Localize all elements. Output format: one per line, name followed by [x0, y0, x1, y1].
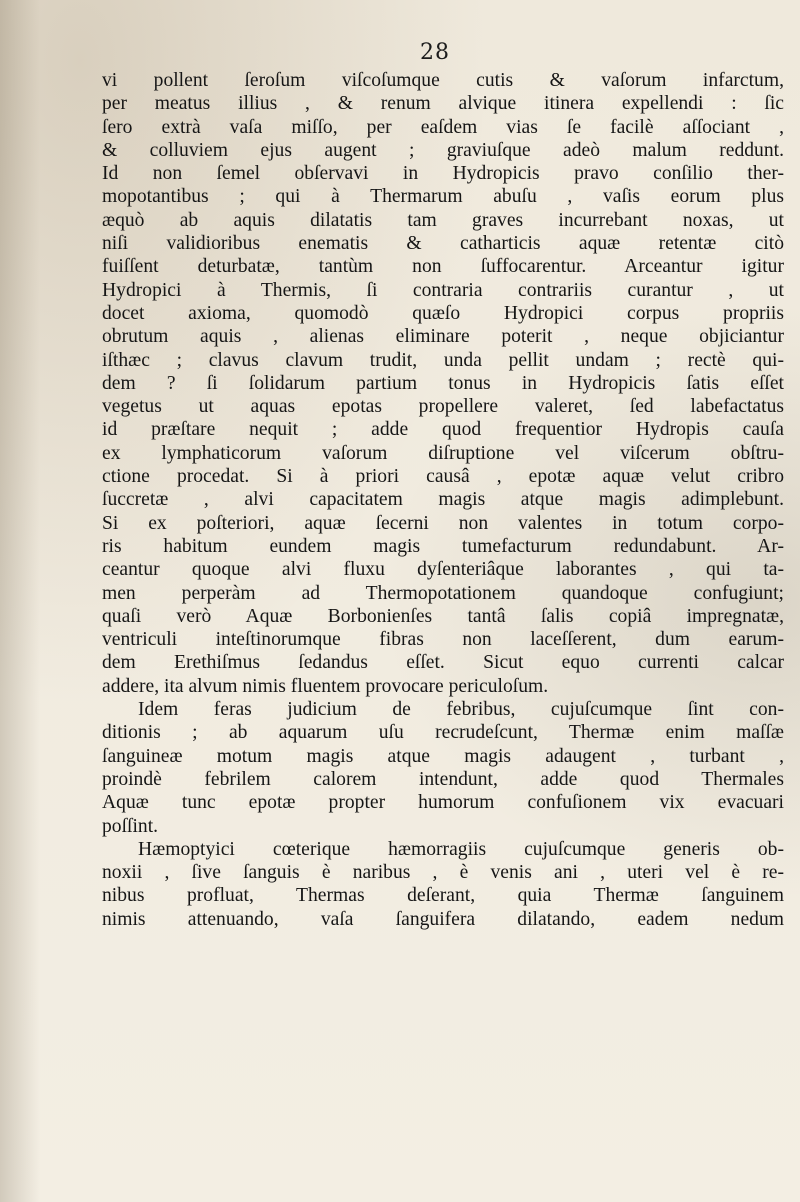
text-line: ctione procedat. Si à priori causâ , epotæ aquæ velut cribro — [102, 466, 784, 488]
text-line: fuiſſent deturbatæ, tantùm non ſuffocarentur. Arceantur igitur — [102, 256, 784, 278]
text-line: iſthæc ; clavus clavum trudit, unda pellit undam ; rectè qui- — [102, 349, 784, 371]
text-line: Id non ſemel obſervavi in Hydropicis pravo conſilio ther- — [102, 163, 784, 185]
text-line: Hydropici à Thermis, ſi contraria contrariis curantur , ut — [102, 279, 784, 301]
text-line: & colluviem ejus augent ; graviuſque adeò malum reddunt. — [102, 139, 784, 161]
text-line: niſi validioribus enematis & catharticis aquæ retentæ citò — [102, 233, 784, 255]
text-line: ditionis ; ab aquarum uſu recrudeſcunt, Thermæ enim maſſæ — [102, 722, 784, 744]
text-line: quaſi verò Aquæ Borbonienſes tantâ ſalis copiâ impregnatæ, — [102, 605, 784, 627]
text-line: obrutum aquis , alienas eliminare poterit , neque objiciantur — [102, 326, 784, 348]
text-line: proindè febrilem calorem intendunt, adde quod Thermales — [102, 768, 784, 790]
text-line: Aquæ tunc epotæ propter humorum confuſionem vix evacuari — [102, 792, 784, 814]
text-line: ceantur quoque alvi fluxu dyſenteriâque laborantes , qui ta- — [102, 559, 784, 581]
text-line: dem ? ſi ſolidarum partium tonus in Hydropicis ſatis eſſet — [102, 372, 784, 394]
text-line: ris habitum eundem magis tumefacturum redundabunt. Ar- — [102, 535, 784, 557]
text-line: ſero extrà vaſa miſſo, per eaſdem vias ſe facilè aſſociant , — [102, 116, 784, 138]
text-line: Si ex poſteriori, aquæ ſecerni non valentes in totum corpo- — [102, 512, 784, 534]
text-line: dem Erethiſmus ſedandus eſſet. Sicut equo currenti calcar — [102, 652, 784, 674]
text-line: ſanguineæ motum magis atque magis adaugent , turbant , — [102, 745, 784, 767]
text-line: Idem feras judicium de febribus, cujuſcumque ſint con- — [138, 699, 784, 721]
text-line: id præſtare nequit ; adde quod frequentior Hydropis cauſa — [102, 419, 784, 441]
text-line: noxii , ſive ſanguis è naribus , è venis ani , uteri vel è re- — [102, 862, 784, 884]
text-line: mopotantibus ; qui à Thermarum abuſu , vaſis eorum plus — [102, 186, 784, 208]
text-line: ſuccretæ , alvi capacitatem magis atque magis adimplebunt. — [102, 489, 784, 511]
text-line: ventriculi inteſtinorumque fibras non laceſſerent, dum earum- — [102, 629, 784, 651]
text-line: Hæmoptyici cœterique hæmorragiis cujuſcumque generis ob- — [138, 838, 784, 860]
page-number: 28 — [420, 40, 450, 65]
text-line: nibus profluat, Thermas deſerant, quia Thermæ ſanguinem — [102, 885, 784, 907]
text-line: ex lymphaticorum vaſorum diſruptione vel viſcerum obſtru- — [102, 442, 784, 464]
page-edge-shadow — [0, 0, 40, 1202]
text-line: vi pollent ſeroſum viſcoſumque cutis & vaſorum infarctum, — [102, 70, 784, 91]
text-line: nimis attenuando, vaſa ſanguifera dilatando, eadem nedum — [102, 908, 784, 930]
text-line: addere, ita alvum nimis fluentem provocare periculoſum. — [102, 675, 549, 697]
text-line: æquò ab aquis dilatatis tam graves incurrebant noxas, ut — [102, 209, 784, 231]
text-line: vegetus ut aquas epotas propellere valeret, ſed labefactatus — [102, 396, 784, 418]
text-line: poſſint. — [102, 815, 159, 837]
text-line: docet axioma, quomodò quæſo Hydropici corpus propriis — [102, 302, 784, 324]
text-line: per meatus illius , & renum alvique itinera expellendi : ſic — [102, 93, 784, 115]
body-text — [102, 69, 784, 931]
text-line: men perperàm ad Thermopotationem quandoque confugiunt; — [102, 582, 784, 604]
